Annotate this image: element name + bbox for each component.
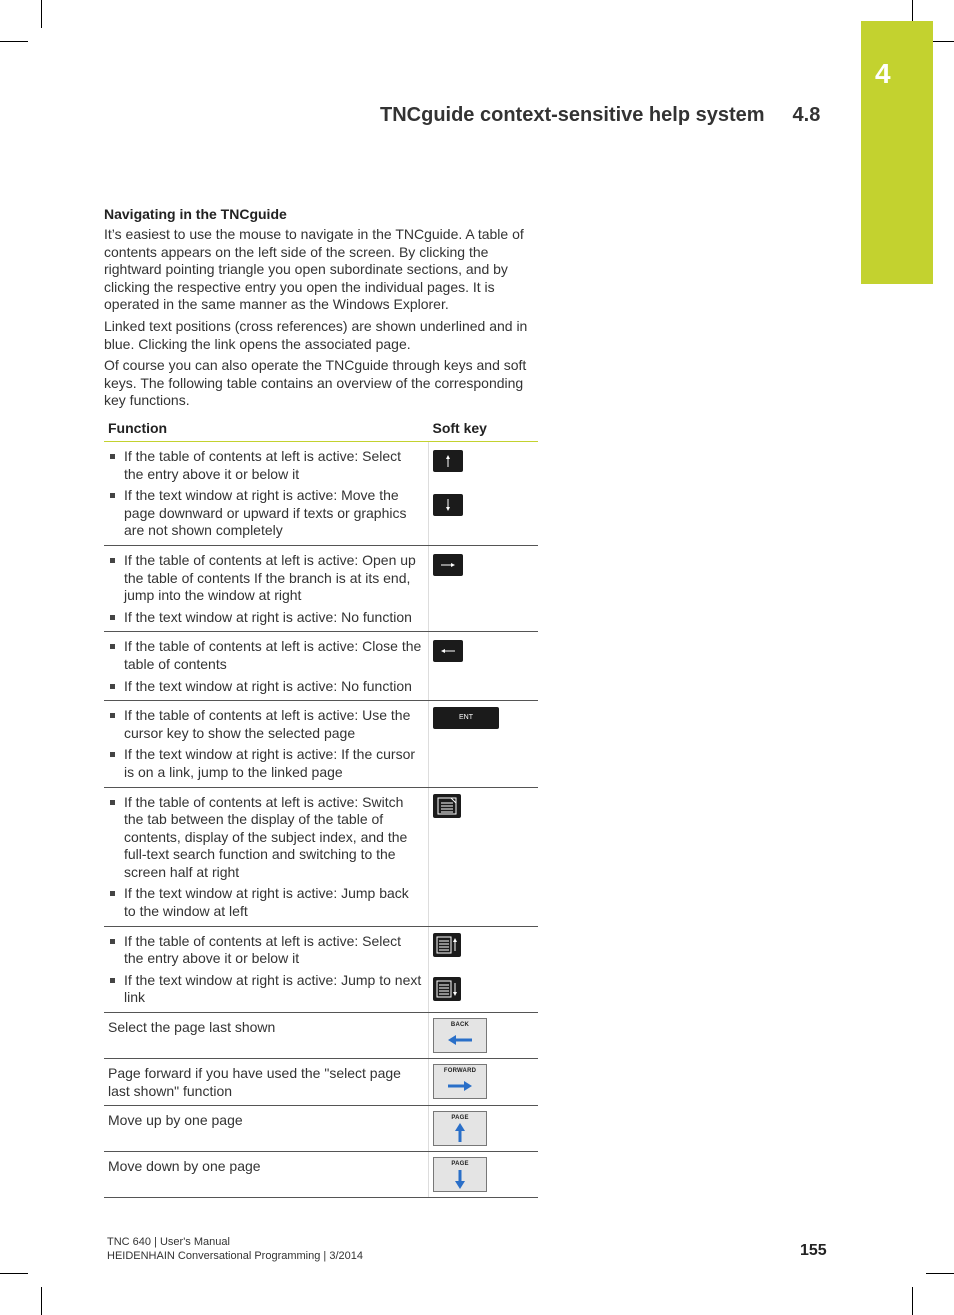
page-down-softkey-icon <box>433 1157 487 1192</box>
list-item: If the table of contents at left is active: Open up the table of contents If the branch is at its end, jump into the window at right <box>108 552 424 605</box>
function-text: Select the page last shown <box>108 1019 276 1036</box>
chapter-number: 4 <box>875 58 891 89</box>
table-row <box>104 926 538 1012</box>
footer-line: HEIDENHAIN Conversational Programming | 3/2014 <box>107 1250 363 1262</box>
arrow-down-key-icon <box>433 494 463 516</box>
link-down-key-icon <box>433 977 461 1001</box>
page-footer <box>107 1235 363 1263</box>
list-item: If the text window at right is active: No function <box>108 609 424 627</box>
body-text <box>104 206 538 414</box>
paragraph: Linked text positions (cross references) are shown underlined and in blue. Clicking the link opens the associated page. <box>104 317 528 352</box>
column-header-function: Function <box>104 416 429 442</box>
softkey-label: PAGE <box>451 1115 469 1122</box>
arrow-up-key-icon <box>433 450 463 472</box>
forward-softkey-icon <box>433 1064 487 1099</box>
list-item: If the text window at right is active: Jump back to the window at left <box>108 885 424 920</box>
chapter-tab <box>861 21 933 284</box>
page-number: 155 <box>800 1242 827 1259</box>
ent-key-icon: ENT <box>433 707 499 729</box>
list-item: If the text window at right is active: Move the page downward or upward if texts or graphics are not shown completely <box>108 487 424 540</box>
header-title: TNCguide context-sensitive help system <box>380 104 765 126</box>
column-header-softkey: Soft key <box>429 416 539 442</box>
softkey-label: BACK <box>450 1022 470 1029</box>
crop-mark <box>41 0 42 28</box>
tab-switch-key-icon <box>433 794 461 818</box>
list-item: If the text window at right is active: If the cursor is on a link, jump to the linked page <box>108 746 424 781</box>
crop-mark <box>0 41 28 42</box>
list-item: If the table of contents at left is active: Close the table of contents <box>108 638 424 673</box>
table-row <box>104 545 538 631</box>
list-item: If the table of contents at left is active: Select the entry above it or below it <box>108 448 424 483</box>
list-item: If the table of contents at left is active: Use the cursor key to show the selected page <box>108 707 424 742</box>
paragraph: It’s easiest to use the mouse to navigate in the TNCguide. A table of contents appears on the left side of the screen. By clicking the rightward pointing triangle you open subordinate sections, and by clicking the respective entry you open the individual pages. It is operated in the same manner as the Windows Explorer. <box>104 226 524 313</box>
table-row <box>104 1013 538 1059</box>
section-subheading: Navigating in the TNCguide <box>104 206 287 222</box>
table-row <box>104 1152 538 1198</box>
table-row <box>104 632 538 701</box>
table-row <box>104 787 538 926</box>
paragraph: Of course you can also operate the TNCguide through keys and soft keys. The following table contains an overview of the corresponding key functions. <box>104 357 527 409</box>
crop-mark <box>926 1273 954 1274</box>
list-item: If the text window at right is active: No function <box>108 678 424 696</box>
table-row <box>104 442 538 546</box>
softkey-label: FORWARD <box>443 1068 477 1075</box>
arrow-right-key-icon <box>433 554 463 576</box>
function-text: Move down by one page <box>108 1158 261 1175</box>
table-row <box>104 1059 538 1106</box>
link-up-key-icon <box>433 933 461 957</box>
list-item: If the table of contents at left is active: Select the entry above it or below it <box>108 933 424 968</box>
softkey-label: PAGE <box>451 1161 469 1168</box>
list-item: If the text window at right is active: Jump to next link <box>108 972 424 1007</box>
crop-mark <box>0 1273 28 1274</box>
table-row <box>104 701 538 787</box>
back-softkey-icon <box>433 1018 487 1053</box>
arrow-left-key-icon <box>433 640 463 662</box>
crop-mark <box>912 1287 913 1315</box>
page-header <box>380 104 820 127</box>
footer-line: TNC 640 | User's Manual <box>107 1236 230 1248</box>
header-section: 4.8 <box>792 104 821 126</box>
list-item: If the table of contents at left is active: Switch the tab between the display of the table of contents, display of the subject index, and the full-text search function and switching to the screen half at right <box>108 794 424 882</box>
function-text: Page forward if you have used the "select page last shown" function <box>108 1065 401 1099</box>
page-up-softkey-icon <box>433 1111 487 1146</box>
function-text: Move up by one page <box>108 1112 243 1129</box>
table-header-row <box>104 416 538 442</box>
table-row <box>104 1106 538 1152</box>
key-function-table <box>104 416 538 1198</box>
crop-mark <box>41 1287 42 1315</box>
